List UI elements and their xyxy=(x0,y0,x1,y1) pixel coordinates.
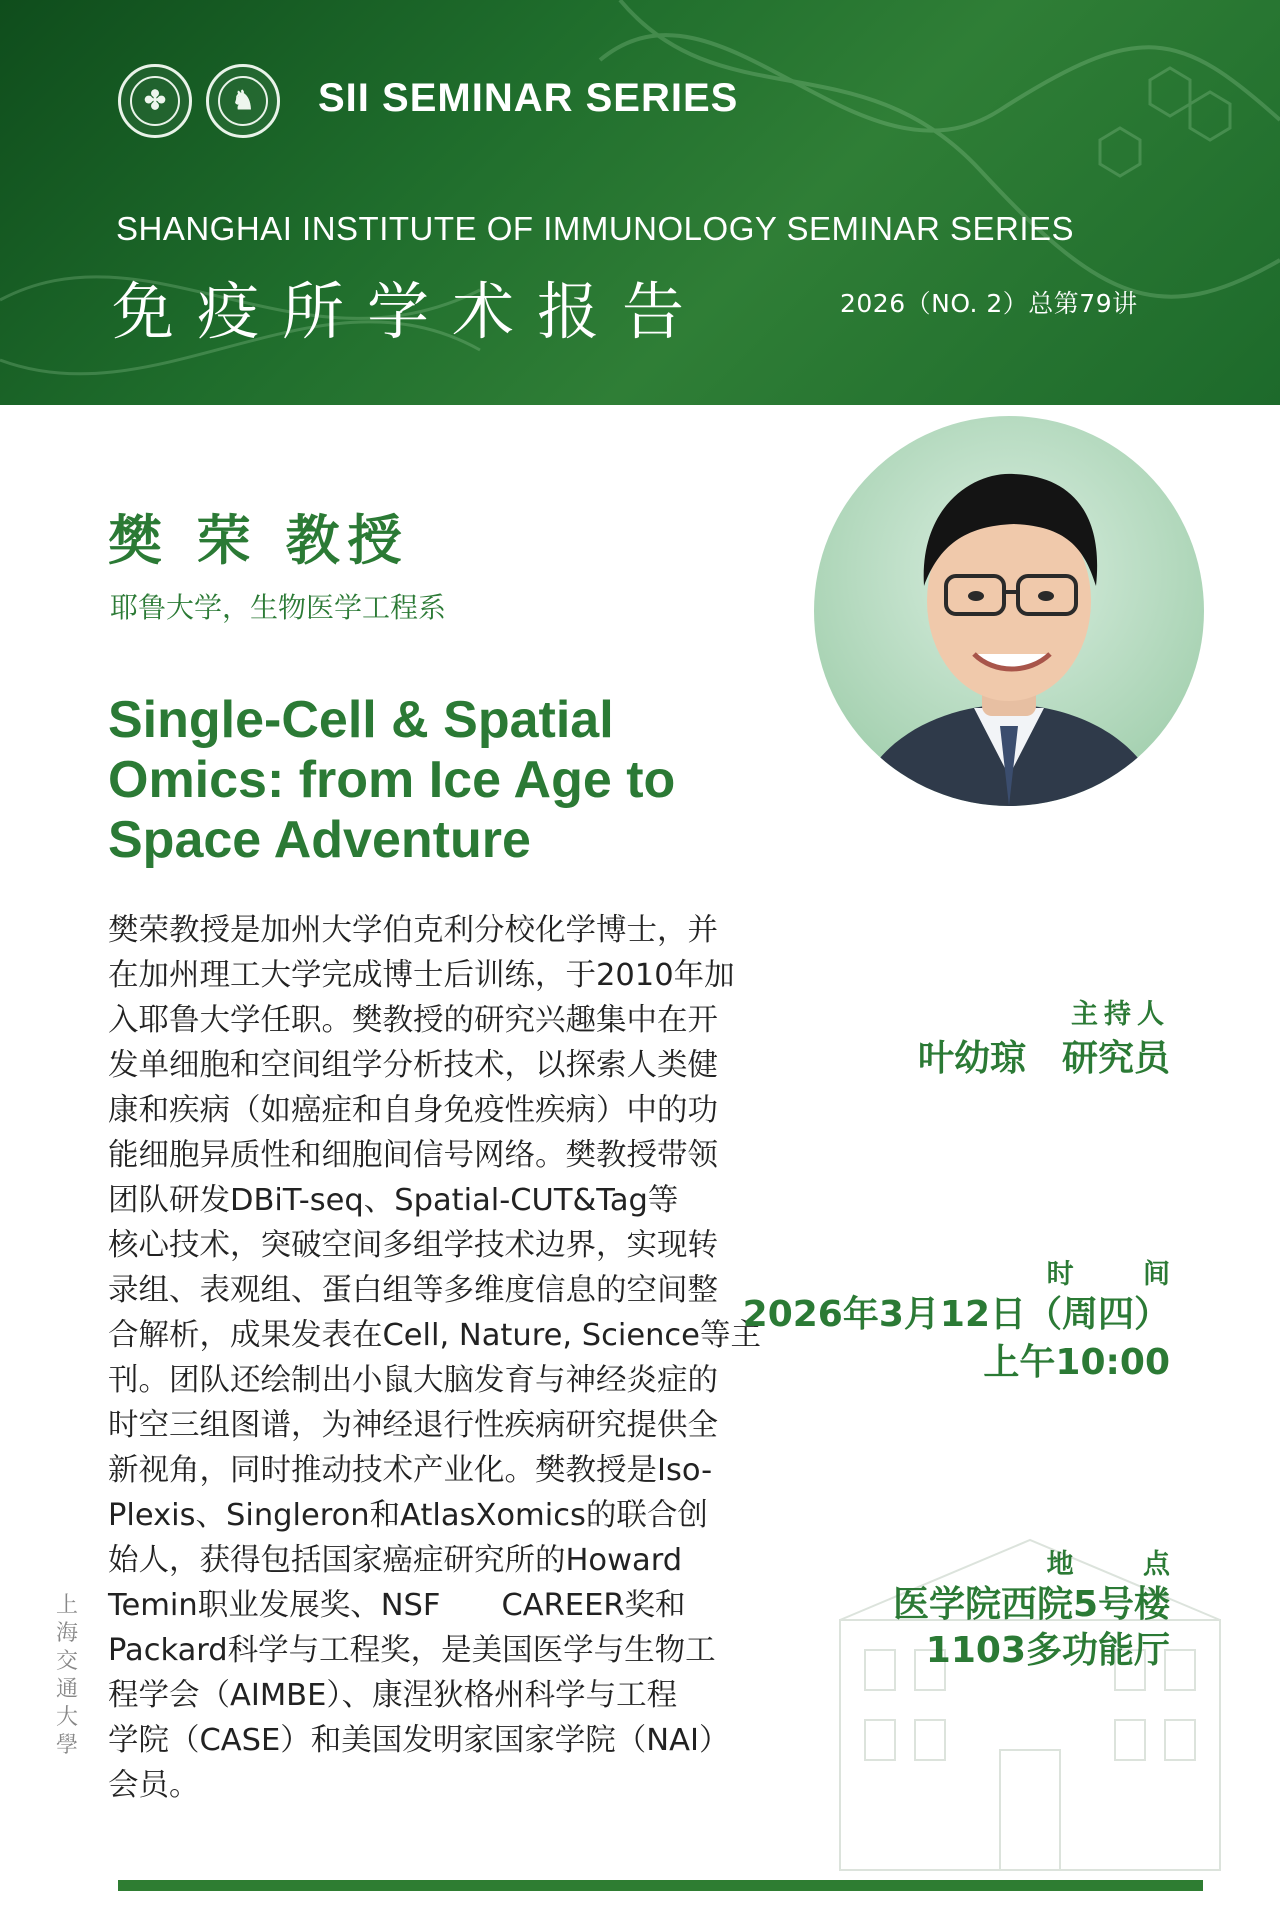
speaker-bio xyxy=(108,908,761,1808)
bio-line: 始人，获得包括国家癌症研究所的Howard xyxy=(108,1543,683,1578)
venue-building: 医学院西院5号楼 xyxy=(892,1584,1170,1625)
host-name: 叶幼琼 研究员 xyxy=(917,1038,1170,1079)
bio-line: Plexis、Singleron和AtlasXomics的联合创 xyxy=(108,1498,708,1533)
speaker-portrait xyxy=(814,416,1204,806)
bio-line: 团队研发DBiT-seq、Spatial-CUT&Tag等 xyxy=(108,1183,679,1218)
portrait-illustration xyxy=(814,416,1204,806)
university-calligraphy-seal: 上 海 交 通 大 學 xyxy=(55,1593,78,1758)
bio-line: 合解析，成果发表在Cell, Nature, Science等主 xyxy=(108,1318,761,1353)
time-label: 时 间 xyxy=(1046,1259,1200,1290)
bio-line: Temin职业发展奖、NSF CAREER奖和 xyxy=(108,1588,686,1623)
bio-line: 时空三组图谱，为神经退行性疾病研究提供全 xyxy=(108,1408,718,1443)
speaker-affiliation: 耶鲁大学，生物医学工程系 xyxy=(110,591,447,624)
event-date: 2026年3月12日（周四） xyxy=(742,1294,1170,1335)
campus-building-watermark xyxy=(820,1500,1240,1880)
bio-line: 录组、表观组、蛋白组等多维度信息的空间整 xyxy=(108,1273,718,1308)
bio-line: 入耶鲁大学任职。樊教授的研究兴趣集中在开 xyxy=(108,1003,718,1038)
talk-title xyxy=(108,690,768,870)
bio-line: 樊荣教授是加州大学伯克利分校化学博士，并 xyxy=(108,913,718,948)
bio-line: 核心技术，突破空间多组学技术边界，实现转 xyxy=(108,1228,718,1263)
bio-line: 发单细胞和空间组学分析技术，以探索人类健 xyxy=(108,1048,718,1083)
host-label: 主持人 xyxy=(1071,999,1170,1030)
speaker-name: 樊 荣 教授 xyxy=(108,509,410,572)
talk-title-line: Space Adventure xyxy=(108,811,531,869)
bio-line: 会员。 xyxy=(108,1768,200,1803)
issue-number: 2026（NO. 2）总第79讲 xyxy=(840,289,1138,318)
header-banner xyxy=(0,0,1280,405)
bio-line: 学院（CASE）和美国发明家国家学院（NAI） xyxy=(108,1723,730,1758)
venue-room: 1103多功能厅 xyxy=(925,1630,1170,1671)
bio-line: 在加州理工大学完成博士后训练，于2010年加 xyxy=(108,958,735,993)
series-title: SII SEMINAR SERIES xyxy=(318,76,739,120)
chinese-title: 免疫所学术报告 xyxy=(112,275,708,348)
talk-title-line: Single-Cell & Spatial xyxy=(108,691,614,749)
bio-line: 能细胞异质性和细胞间信号网络。樊教授带领 xyxy=(108,1138,718,1173)
bio-line: 新视角，同时推动技术产业化。樊教授是Iso- xyxy=(108,1453,713,1488)
university-seal-icon: ✤ xyxy=(118,64,192,138)
bottom-divider xyxy=(118,1880,1203,1891)
talk-title-line: Omics: from Ice Age to xyxy=(108,751,676,809)
english-subtitle: SHANGHAI INSTITUTE OF IMMUNOLOGY SEMINAR SERIES xyxy=(116,210,1075,247)
venue-label: 地 点 xyxy=(1046,1549,1200,1580)
event-time: 上午10:00 xyxy=(983,1342,1170,1383)
bio-line: Packard科学与工程奖，是美国医学与生物工 xyxy=(108,1633,716,1668)
logo-group xyxy=(118,64,280,138)
institute-seal-icon: ♞ xyxy=(206,64,280,138)
bio-line: 程学会（AIMBE）、康涅狄格州科学与工程 xyxy=(108,1678,678,1713)
bio-line: 康和疾病（如癌症和自身免疫性疾病）中的功 xyxy=(108,1093,718,1128)
bio-line: 刊。团队还绘制出小鼠大脑发育与神经炎症的 xyxy=(108,1363,718,1398)
